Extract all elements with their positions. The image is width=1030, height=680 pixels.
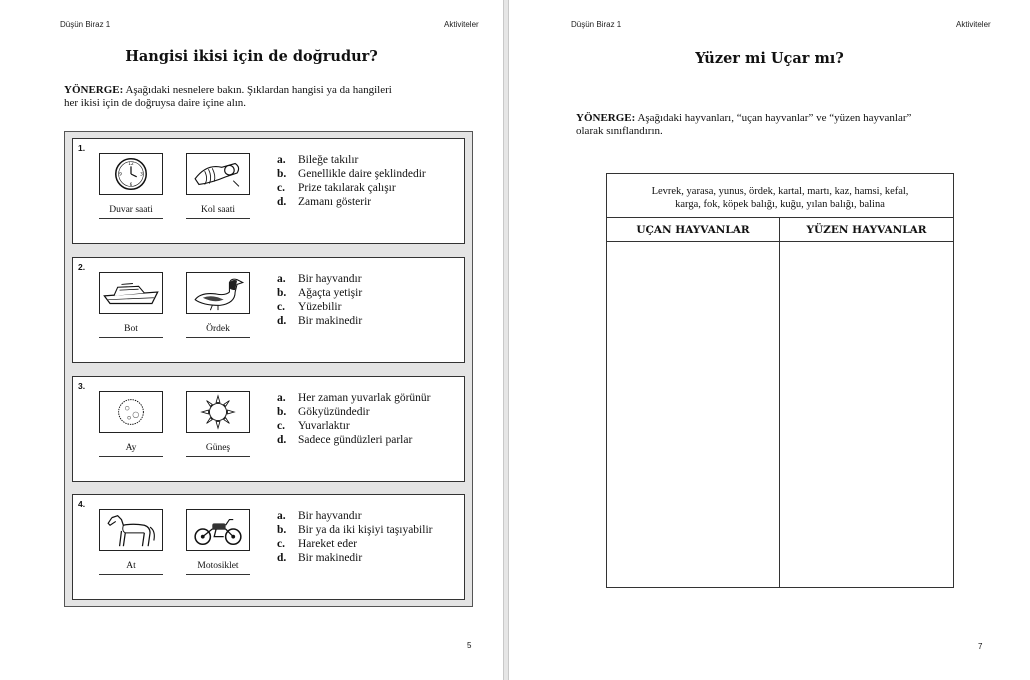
instruction-line-2: her ikisi için de doğruysa daire içine alın. [64,97,247,109]
word-bank [607,174,953,218]
option-b[interactable]: b. Ağaçta yetişir [277,287,363,299]
horse-icon [99,509,163,551]
option-d[interactable]: d. Bir makinedir [277,315,363,327]
option-c[interactable]: c. Prize takılarak çalışır [277,182,396,194]
options-list [277,391,431,447]
option-b[interactable]: b. Genellikle daire şeklindedir [277,168,426,180]
item-label-moon: Ay [99,443,163,457]
svg-text:12: 12 [128,161,134,167]
instruction-label: YÖNERGE: [576,112,636,124]
page-number: 5 [467,641,472,650]
right-page [509,0,1030,680]
options-list [277,153,426,209]
option-b[interactable]: b. Bir ya da iki kişiyi taşıyabilir [277,524,433,536]
instruction-line-1: Aşağıdaki nesnelere bakın. Şıklardan hangisi ya da hangileri [125,84,392,96]
question-number: 2. [78,262,86,272]
flying-animals-header: UÇAN HAYVANLAR [607,218,780,242]
moon-icon [99,391,163,433]
question-number: 3. [78,381,86,391]
question-2 [72,257,465,363]
word-bank-line-1: Levrek, yarasa, yunus, ördek, kartal, martı, kaz, hamsi, kefal, [651,186,909,197]
word-bank-line-2: karga, fok, köpek balığı, kuğu, yılan balığı, balina [675,199,885,210]
swimming-animals-column[interactable] [780,242,953,587]
question-number: 4. [78,499,86,509]
page-number: 7 [978,642,983,651]
sun-icon [186,391,250,433]
item-label-horse: At [99,561,163,575]
question-1 [72,138,465,244]
instruction-line-2: olarak sınıflandırın. [576,125,663,137]
option-a[interactable]: a. Bileğe takılır [277,154,359,166]
item-label-wrist-watch: Kol saati [186,205,250,219]
options-list [277,272,362,328]
instruction-label: YÖNERGE: [64,84,124,96]
book-title-header: Düşün Biraz 1 [571,20,622,29]
item-label-motorcycle: Motosiklet [186,561,250,575]
question-4 [72,494,465,600]
duck-icon [186,272,250,314]
svg-text:6: 6 [129,182,133,188]
item-label-sun: Güneş [186,443,250,457]
option-d[interactable]: d. Zamanı gösterir [277,196,372,208]
option-a[interactable]: a. Bir hayvandır [277,273,362,285]
option-c[interactable]: c. Hareket eder [277,538,358,550]
page-title: Yüzer mi Uçar mı? [695,50,844,67]
question-3 [72,376,465,482]
option-a[interactable]: a. Her zaman yuvarlak görünür [277,392,431,404]
item-label-wall-clock: Duvar saati [99,205,163,219]
left-page [0,0,503,680]
option-c[interactable]: c. Yüzebilir [277,301,342,313]
section-header: Aktiviteler [956,20,991,29]
item-label-boat: Bot [99,324,163,338]
swimming-animals-header: YÜZEN HAYVANLAR [780,218,953,242]
option-d[interactable]: d. Sadece gündüzleri parlar [277,434,413,446]
svg-text:9: 9 [119,172,122,178]
flying-animals-column[interactable] [607,242,780,587]
instruction-line-1: Aşağıdaki hayvanları, “uçan hayvanlar” ve “yüzen hayvanlar” [637,112,912,124]
option-c[interactable]: c. Yuvarlaktır [277,420,350,432]
instructions [64,84,484,110]
motorcycle-icon [186,509,250,551]
section-header: Aktiviteler [444,20,479,29]
options-list [277,509,432,565]
wall-clock-icon [99,153,163,195]
instructions [576,112,1016,138]
book-title-header: Düşün Biraz 1 [60,20,111,29]
questions-frame [64,131,473,607]
wrist-watch-icon [186,153,250,195]
option-d[interactable]: d. Bir makinedir [277,552,363,564]
svg-text:3: 3 [140,172,143,178]
boat-icon [99,272,163,314]
option-b[interactable]: b. Gökyüzündedir [277,406,370,418]
question-number: 1. [78,143,86,153]
classification-table [606,173,954,588]
option-a[interactable]: a. Bir hayvandır [277,510,362,522]
item-label-duck: Ördek [186,324,250,338]
page-title: Hangisi ikisi için de doğrudur? [125,48,378,65]
